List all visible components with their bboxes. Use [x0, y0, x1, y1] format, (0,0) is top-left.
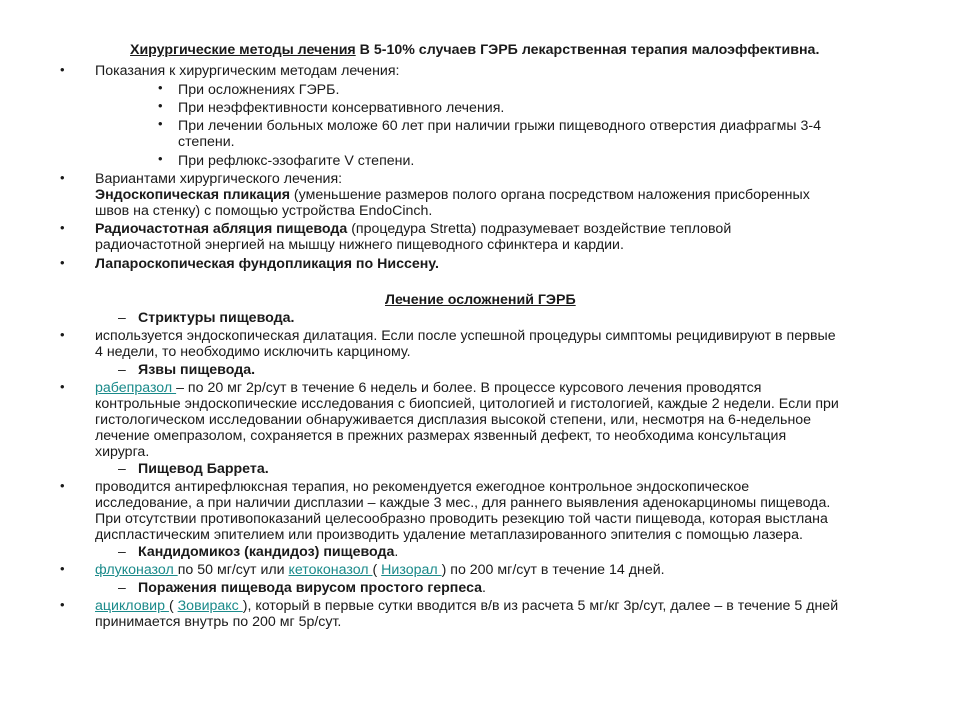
ulcers-line: лечение омепразолом, сохраняется в прежних размерах язвенный дефект, то необходима консультация: [95, 428, 787, 444]
candida-text: по 50 мг/сут или: [177, 562, 289, 578]
indication-item-cont: степени.: [178, 134, 235, 150]
dash-icon: –: [118, 460, 126, 476]
dash-icon: –: [118, 579, 126, 595]
acyclovir-link[interactable]: ацикловир: [95, 598, 169, 614]
bullet-icon: •: [60, 327, 65, 342]
herpes-line-1: [95, 598, 838, 614]
candida-title-line: [138, 544, 398, 560]
bullet-icon: •: [60, 170, 65, 185]
rfa-rest: (процедура Stretta) подразумевает воздействие тепловой: [347, 221, 732, 237]
strictures-line: 4 недели, то необходимо исключить карциному.: [95, 344, 411, 360]
bullet-icon: •: [158, 116, 163, 131]
endo-line-2: швов на стенку) с помощью устройства EndoCinch.: [95, 203, 433, 219]
laparoscopic-fundoplication: Лапароскопическая фундопликация по Ниссену.: [95, 256, 439, 272]
endo-rest: (уменьшение размеров полого органа посредством наложения присборенных: [289, 187, 810, 203]
herpes-title: Поражения пищевода вирусом простого герпеса: [138, 580, 483, 596]
ulcers-line: гистологическом исследовании обнаруживается дисплазия высокой степени, или, несмотря на 6-недельное: [95, 412, 812, 428]
indication-item: При неэффективности консервативного лечения.: [178, 100, 505, 116]
barrett-title: Пищевод Баррета.: [138, 461, 269, 477]
bullet-icon: •: [60, 478, 65, 493]
rfa-bold: Радиочастотная абляция пищевода: [95, 221, 348, 237]
page-title: [130, 42, 819, 58]
zovirax-link[interactable]: Зовиракс: [177, 598, 243, 614]
bullet-icon: •: [158, 98, 163, 113]
barrett-line: диспластическим эпителием или производить удаление метаплазированного эпителия с помощью лазера.: [95, 527, 803, 543]
herpes-text: ), который в первые сутки вводится в/в из расчета 5 мг/кг 3р/сут, далее – в течение 5 дней: [242, 598, 839, 614]
bullet-icon: •: [60, 62, 65, 77]
ketoconazole-link[interactable]: кетоконазол: [288, 562, 373, 578]
endoscopic-plication: [95, 187, 810, 203]
indications-heading: Показания к хирургическим методам лечения:: [95, 63, 400, 79]
bullet-icon: •: [60, 220, 65, 235]
rfa-line-2: радиочастотной энергией на мышцу нижнего пищеводного сфинктера и кардии.: [95, 237, 624, 253]
ulcers-line: хирурга.: [95, 444, 150, 460]
indication-item: При осложнениях ГЭРБ.: [178, 82, 340, 98]
nizoral-link[interactable]: Низорал: [381, 562, 442, 578]
bullet-icon: •: [60, 561, 65, 576]
herpes-text: (: [168, 598, 178, 614]
bullet-icon: •: [158, 151, 163, 166]
bullet-icon: •: [60, 255, 65, 270]
fluconazole-link[interactable]: флуконазол: [95, 562, 178, 578]
barrett-line: При отсутствии противопоказаний целесообразно проводить резекцию той части пищевода, которая выстлана: [95, 511, 828, 527]
endo-bold: Эндоскопическая пликация: [95, 187, 290, 203]
dash-icon: –: [118, 543, 126, 559]
candida-dot: .: [394, 544, 399, 560]
ulcers-line-1: [95, 380, 761, 396]
bullet-icon: •: [60, 379, 65, 394]
rfa-line-1: [95, 221, 731, 237]
dash-icon: –: [118, 361, 126, 377]
candida-text: ) по 200 мг/сут в течение 14 дней.: [441, 562, 665, 578]
dash-icon: –: [118, 309, 126, 325]
rabeprazole-link[interactable]: рабепразол: [95, 380, 177, 396]
herpes-title-line: [138, 580, 486, 596]
herpes-line-2: принимается внутрь по 200 мг 5р/сут.: [95, 614, 342, 630]
candida-title: Кандидомикоз (кандидоз) пищевода: [138, 544, 395, 560]
candida-line: [95, 562, 665, 578]
barrett-line: проводится антирефлюксная терапия, но рекомендуется ежегодное контрольное эндоскопическое: [95, 479, 750, 495]
indication-item: При лечении больных моложе 60 лет при наличии грыжи пищеводного отверстия диафрагмы 3-4: [178, 118, 822, 134]
title-rest: В 5-10% случаев ГЭРБ лекарственная терапия малоэффективна.: [355, 42, 820, 58]
ulcers-rest: – по 20 мг 2р/сут в течение 6 недель и более. В процессе курсового лечения проводятся: [176, 380, 762, 396]
bullet-icon: •: [158, 80, 163, 95]
variants-heading: Вариантами хирургического лечения:: [95, 171, 343, 187]
indication-item: При рефлюкс-эзофагите V степени.: [178, 153, 415, 169]
strictures-line: используется эндоскопическая дилатация. Если после успешной процедуры симптомы рецидивируют в первые: [95, 328, 836, 344]
complications-heading: Лечение осложнений ГЭРБ: [385, 292, 576, 308]
ulcers-line: контрольные эндоскопические исследования с биопсией, цитологией и гистологией, каждые 2 недели. Если при: [95, 396, 839, 412]
candida-text: (: [372, 562, 382, 578]
herpes-dot: .: [482, 580, 486, 596]
title-underlined: Хирургические методы лечения: [130, 42, 356, 58]
barrett-line: исследование, а при наличии дисплазии – каждые 3 мес., для раннего выявления аденокарциномы пищевода.: [95, 495, 831, 511]
ulcers-title: Язвы пищевода.: [138, 362, 256, 378]
strictures-title: Стриктуры пищевода.: [138, 310, 295, 326]
bullet-icon: •: [60, 597, 65, 612]
